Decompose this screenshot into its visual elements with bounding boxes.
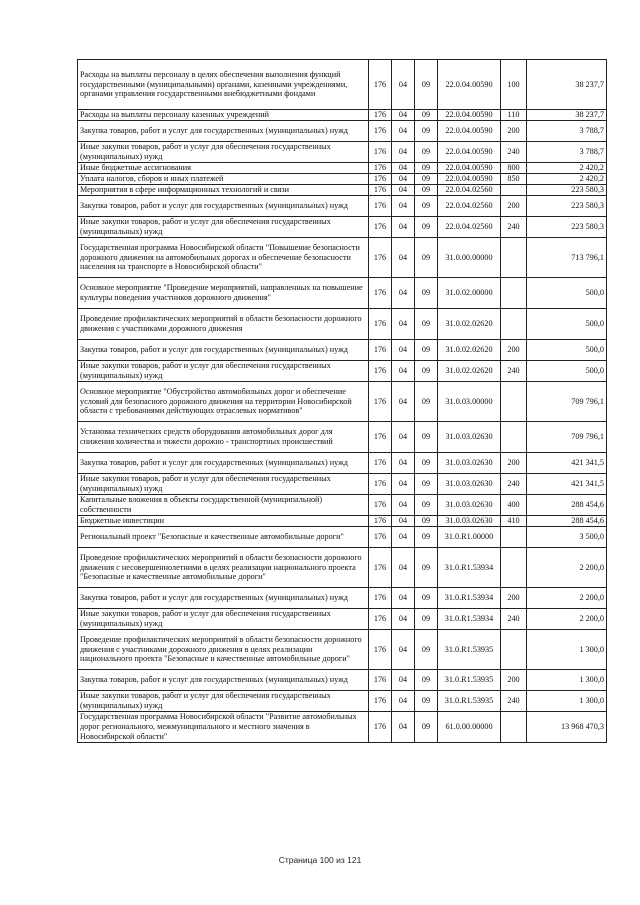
row-expense-type: 240 <box>501 474 527 495</box>
table-row <box>78 691 607 712</box>
row-section-code: 04 <box>392 495 415 516</box>
table-row <box>78 163 607 174</box>
row-section-code: 04 <box>392 609 415 630</box>
row-subsection-code: 09 <box>415 474 438 495</box>
row-section-code: 04 <box>392 340 415 361</box>
row-expense-type: 200 <box>501 340 527 361</box>
row-section-code: 04 <box>392 453 415 474</box>
row-expense-type: 850 <box>501 174 527 185</box>
table-row <box>78 630 607 670</box>
row-ministry-code: 176 <box>369 121 392 142</box>
row-section-code: 04 <box>392 309 415 340</box>
row-target-article: 31.0.00.00000 <box>438 238 501 278</box>
row-ministry-code: 176 <box>369 691 392 712</box>
row-description: Государственная программа Новосибирской области "Повышение безопасности дорожного движения на автомобильных дорогах и обеспечение безопасности населения на транспорте в Новосибирской области" <box>78 238 369 278</box>
row-subsection-code: 09 <box>415 382 438 422</box>
row-subsection-code: 09 <box>415 453 438 474</box>
row-amount: 2 420,2 <box>527 174 607 185</box>
row-target-article: 31.0.R1.53934 <box>438 548 501 588</box>
row-target-article: 31.0.02.02620 <box>438 361 501 382</box>
row-ministry-code: 176 <box>369 548 392 588</box>
row-amount: 3 788,7 <box>527 142 607 163</box>
row-section-code: 04 <box>392 422 415 453</box>
budget-table <box>77 59 607 743</box>
row-ministry-code: 176 <box>369 110 392 121</box>
row-expense-type: 200 <box>501 453 527 474</box>
row-description: Проведение профилактических мероприятий в области безопасности дорожного движения с несовершеннолетними в целях реализации национального проекта "Безопасные и качественные автомобильные дороги" <box>78 548 369 588</box>
row-subsection-code: 09 <box>415 60 438 110</box>
row-ministry-code: 176 <box>369 196 392 217</box>
row-ministry-code: 176 <box>369 670 392 691</box>
row-expense-type <box>501 238 527 278</box>
row-amount: 223 580,3 <box>527 185 607 196</box>
row-amount: 2 200,0 <box>527 609 607 630</box>
row-subsection-code: 09 <box>415 588 438 609</box>
row-expense-type <box>501 422 527 453</box>
row-target-article: 31.0.03.02630 <box>438 422 501 453</box>
row-section-code: 04 <box>392 121 415 142</box>
row-description: Иные закупки товаров, работ и услуг для обеспечения государственных (муниципальных) нужд <box>78 691 369 712</box>
row-subsection-code: 09 <box>415 495 438 516</box>
row-subsection-code: 09 <box>415 278 438 309</box>
row-expense-type: 100 <box>501 60 527 110</box>
row-target-article: 31.0.R1.53934 <box>438 588 501 609</box>
row-ministry-code: 176 <box>369 142 392 163</box>
row-target-article: 31.0.03.02630 <box>438 495 501 516</box>
row-description: Иные закупки товаров, работ и услуг для обеспечения государственных (муниципальных) нужд <box>78 609 369 630</box>
table-row <box>78 361 607 382</box>
table-row <box>78 278 607 309</box>
row-expense-type: 410 <box>501 516 527 527</box>
row-subsection-code: 09 <box>415 361 438 382</box>
table-row <box>78 588 607 609</box>
row-ministry-code: 176 <box>369 527 392 548</box>
row-subsection-code: 09 <box>415 196 438 217</box>
table-row <box>78 185 607 196</box>
row-amount: 713 796,1 <box>527 238 607 278</box>
row-section-code: 04 <box>392 516 415 527</box>
page-footer: Страница 100 из 121 <box>278 855 362 865</box>
row-amount: 3 500,0 <box>527 527 607 548</box>
row-target-article: 31.0.02.00000 <box>438 278 501 309</box>
table-body <box>78 60 607 743</box>
row-ministry-code: 176 <box>369 238 392 278</box>
row-amount: 288 454,6 <box>527 495 607 516</box>
row-amount: 1 300,0 <box>527 670 607 691</box>
row-subsection-code: 09 <box>415 422 438 453</box>
row-amount: 1 300,0 <box>527 630 607 670</box>
row-ministry-code: 176 <box>369 163 392 174</box>
row-description: Закупка товаров, работ и услуг для государственных (муниципальных) нужд <box>78 670 369 691</box>
table-row <box>78 495 607 516</box>
row-subsection-code: 09 <box>415 630 438 670</box>
row-target-article: 22.0.04.02560 <box>438 185 501 196</box>
row-expense-type <box>501 548 527 588</box>
row-subsection-code: 09 <box>415 238 438 278</box>
row-ministry-code: 176 <box>369 174 392 185</box>
row-description: Иные бюджетные ассигнования <box>78 163 369 174</box>
row-amount: 500,0 <box>527 309 607 340</box>
row-subsection-code: 09 <box>415 691 438 712</box>
row-description: Государственная программа Новосибирской области "Развитие автомобильных дорог регионального, межмуниципального и местного значения в Новосибирской области" <box>78 712 369 743</box>
table-row <box>78 516 607 527</box>
row-section-code: 04 <box>392 60 415 110</box>
row-target-article: 22.0.04.00590 <box>438 110 501 121</box>
table-row <box>78 548 607 588</box>
table-row <box>78 309 607 340</box>
row-target-article: 31.0.03.02630 <box>438 516 501 527</box>
row-ministry-code: 176 <box>369 630 392 670</box>
row-section-code: 04 <box>392 474 415 495</box>
row-subsection-code: 09 <box>415 185 438 196</box>
row-expense-type: 200 <box>501 670 527 691</box>
row-amount: 2 420,2 <box>527 163 607 174</box>
row-expense-type: 400 <box>501 495 527 516</box>
row-amount: 2 200,0 <box>527 588 607 609</box>
row-description: Расходы на выплаты персоналу казенных учреждений <box>78 110 369 121</box>
row-subsection-code: 09 <box>415 527 438 548</box>
row-amount: 500,0 <box>527 340 607 361</box>
row-description: Бюджетные инвестиции <box>78 516 369 527</box>
row-expense-type <box>501 185 527 196</box>
table-row <box>78 196 607 217</box>
row-description: Проведение профилактических мероприятий в области безопасности дорожного движения с участниками дорожного движения <box>78 309 369 340</box>
row-expense-type <box>501 278 527 309</box>
row-expense-type: 200 <box>501 121 527 142</box>
row-section-code: 04 <box>392 712 415 743</box>
row-section-code: 04 <box>392 185 415 196</box>
table-row <box>78 60 607 110</box>
row-subsection-code: 09 <box>415 548 438 588</box>
row-subsection-code: 09 <box>415 110 438 121</box>
row-description: Основное мероприятие "Обустройство автомобильных дорог и обеспечение условий для безопасного дорожного движения на территории Новосибирской области с требованиями действующих отраслевых нормативов" <box>78 382 369 422</box>
row-amount: 500,0 <box>527 361 607 382</box>
row-section-code: 04 <box>392 670 415 691</box>
row-subsection-code: 09 <box>415 516 438 527</box>
row-description: Закупка товаров, работ и услуг для государственных (муниципальных) нужд <box>78 453 369 474</box>
row-expense-type: 240 <box>501 217 527 238</box>
row-ministry-code: 176 <box>369 609 392 630</box>
row-description: Закупка товаров, работ и услуг для государственных (муниципальных) нужд <box>78 340 369 361</box>
row-description: Уплата налогов, сборов и иных платежей <box>78 174 369 185</box>
table-row <box>78 121 607 142</box>
row-expense-type: 240 <box>501 691 527 712</box>
row-target-article: 31.0.R1.53935 <box>438 630 501 670</box>
row-section-code: 04 <box>392 278 415 309</box>
row-section-code: 04 <box>392 588 415 609</box>
row-description: Закупка товаров, работ и услуг для государственных (муниципальных) нужд <box>78 121 369 142</box>
row-ministry-code: 176 <box>369 382 392 422</box>
row-expense-type: 200 <box>501 588 527 609</box>
row-target-article: 22.0.04.00590 <box>438 60 501 110</box>
row-section-code: 04 <box>392 691 415 712</box>
row-section-code: 04 <box>392 238 415 278</box>
row-subsection-code: 09 <box>415 609 438 630</box>
row-amount: 38 237,7 <box>527 60 607 110</box>
table-row <box>78 712 607 743</box>
row-ministry-code: 176 <box>369 474 392 495</box>
row-ministry-code: 176 <box>369 516 392 527</box>
row-expense-type: 240 <box>501 142 527 163</box>
row-ministry-code: 176 <box>369 712 392 743</box>
row-target-article: 22.0.04.00590 <box>438 142 501 163</box>
row-description: Капитальные вложения в объекты государственной (муниципальной) собственности <box>78 495 369 516</box>
row-description: Иные закупки товаров, работ и услуг для обеспечения государственных (муниципальных) нужд <box>78 217 369 238</box>
row-description: Иные закупки товаров, работ и услуг для обеспечения государственных (муниципальных) нужд <box>78 142 369 163</box>
row-expense-type <box>501 309 527 340</box>
table-row <box>78 453 607 474</box>
row-section-code: 04 <box>392 142 415 163</box>
row-amount: 288 454,6 <box>527 516 607 527</box>
row-amount: 2 200,0 <box>527 548 607 588</box>
row-ministry-code: 176 <box>369 495 392 516</box>
row-description: Проведение профилактических мероприятий в области безопасности дорожного движения с участниками дорожного движения в целях реализации национального проекта "Безопасные и качественные автомобильные дороги" <box>78 630 369 670</box>
row-section-code: 04 <box>392 527 415 548</box>
row-amount: 500,0 <box>527 278 607 309</box>
row-ministry-code: 176 <box>369 588 392 609</box>
row-section-code: 04 <box>392 110 415 121</box>
row-subsection-code: 09 <box>415 142 438 163</box>
row-description: Иные закупки товаров, работ и услуг для обеспечения государственных (муниципальных) нужд <box>78 474 369 495</box>
row-amount: 709 796,1 <box>527 422 607 453</box>
row-amount: 3 788,7 <box>527 121 607 142</box>
row-section-code: 04 <box>392 382 415 422</box>
table-row <box>78 217 607 238</box>
row-subsection-code: 09 <box>415 174 438 185</box>
row-description: Региональный проект "Безопасные и качественные автомобильные дороги" <box>78 527 369 548</box>
table-row <box>78 527 607 548</box>
row-description: Закупка товаров, работ и услуг для государственных (муниципальных) нужд <box>78 588 369 609</box>
row-ministry-code: 176 <box>369 185 392 196</box>
row-target-article: 22.0.04.00590 <box>438 121 501 142</box>
row-description: Расходы на выплаты персоналу в целях обеспечения выполнения функций государственными (муниципальными) органами, казенными учреждениями, органами управления государственными внебюджетными фондами <box>78 60 369 110</box>
row-expense-type: 240 <box>501 361 527 382</box>
row-expense-type <box>501 382 527 422</box>
row-section-code: 04 <box>392 548 415 588</box>
table-row <box>78 422 607 453</box>
row-target-article: 31.0.02.02620 <box>438 309 501 340</box>
row-subsection-code: 09 <box>415 670 438 691</box>
row-target-article: 22.0.04.00590 <box>438 174 501 185</box>
row-section-code: 04 <box>392 630 415 670</box>
row-expense-type <box>501 630 527 670</box>
table-row <box>78 474 607 495</box>
row-section-code: 04 <box>392 174 415 185</box>
row-target-article: 31.0.02.02620 <box>438 340 501 361</box>
table-row <box>78 110 607 121</box>
row-expense-type: 200 <box>501 196 527 217</box>
row-expense-type <box>501 712 527 743</box>
row-subsection-code: 09 <box>415 163 438 174</box>
row-description: Закупка товаров, работ и услуг для государственных (муниципальных) нужд <box>78 196 369 217</box>
table-row <box>78 174 607 185</box>
row-target-article: 22.0.04.02560 <box>438 217 501 238</box>
row-amount: 709 796,1 <box>527 382 607 422</box>
row-amount: 223 580,3 <box>527 217 607 238</box>
table-row <box>78 142 607 163</box>
row-target-article: 31.0.R1.53935 <box>438 691 501 712</box>
row-target-article: 31.0.R1.53935 <box>438 670 501 691</box>
row-ministry-code: 176 <box>369 361 392 382</box>
row-subsection-code: 09 <box>415 217 438 238</box>
row-description: Иные закупки товаров, работ и услуг для обеспечения государственных (муниципальных) нужд <box>78 361 369 382</box>
row-section-code: 04 <box>392 217 415 238</box>
row-target-article: 31.0.03.00000 <box>438 382 501 422</box>
table-row <box>78 340 607 361</box>
table-row <box>78 238 607 278</box>
row-ministry-code: 176 <box>369 278 392 309</box>
row-target-article: 31.0.03.02630 <box>438 453 501 474</box>
row-amount: 1 300,0 <box>527 691 607 712</box>
row-description: Основное мероприятие "Проведение мероприятий, направленных на повышение культуры поведения участников дорожного движения" <box>78 278 369 309</box>
row-section-code: 04 <box>392 163 415 174</box>
row-section-code: 04 <box>392 196 415 217</box>
row-amount: 421 341,5 <box>527 474 607 495</box>
row-expense-type: 240 <box>501 609 527 630</box>
row-ministry-code: 176 <box>369 309 392 340</box>
row-ministry-code: 176 <box>369 217 392 238</box>
row-expense-type <box>501 527 527 548</box>
row-subsection-code: 09 <box>415 340 438 361</box>
row-description: Мероприятия в сфере информационных технологий и связи <box>78 185 369 196</box>
row-subsection-code: 09 <box>415 712 438 743</box>
row-expense-type: 800 <box>501 163 527 174</box>
row-ministry-code: 176 <box>369 60 392 110</box>
row-subsection-code: 09 <box>415 309 438 340</box>
row-target-article: 31.0.R1.00000 <box>438 527 501 548</box>
row-target-article: 61.0.00.00000 <box>438 712 501 743</box>
row-section-code: 04 <box>392 361 415 382</box>
row-expense-type: 110 <box>501 110 527 121</box>
row-target-article: 31.0.R1.53934 <box>438 609 501 630</box>
row-amount: 38 237,7 <box>527 110 607 121</box>
row-subsection-code: 09 <box>415 121 438 142</box>
table-row <box>78 670 607 691</box>
table-row <box>78 609 607 630</box>
row-ministry-code: 176 <box>369 340 392 361</box>
row-amount: 13 968 470,3 <box>527 712 607 743</box>
row-target-article: 22.0.04.02560 <box>438 196 501 217</box>
row-amount: 223 580,3 <box>527 196 607 217</box>
table-row <box>78 382 607 422</box>
row-ministry-code: 176 <box>369 453 392 474</box>
row-ministry-code: 176 <box>369 422 392 453</box>
row-target-article: 22.0.04.00590 <box>438 163 501 174</box>
row-target-article: 31.0.03.02630 <box>438 474 501 495</box>
row-description: Установка технических средств оборудования автомобильных дорог для снижения количества и тяжести дорожно - транспортных происшествий <box>78 422 369 453</box>
row-amount: 421 341,5 <box>527 453 607 474</box>
